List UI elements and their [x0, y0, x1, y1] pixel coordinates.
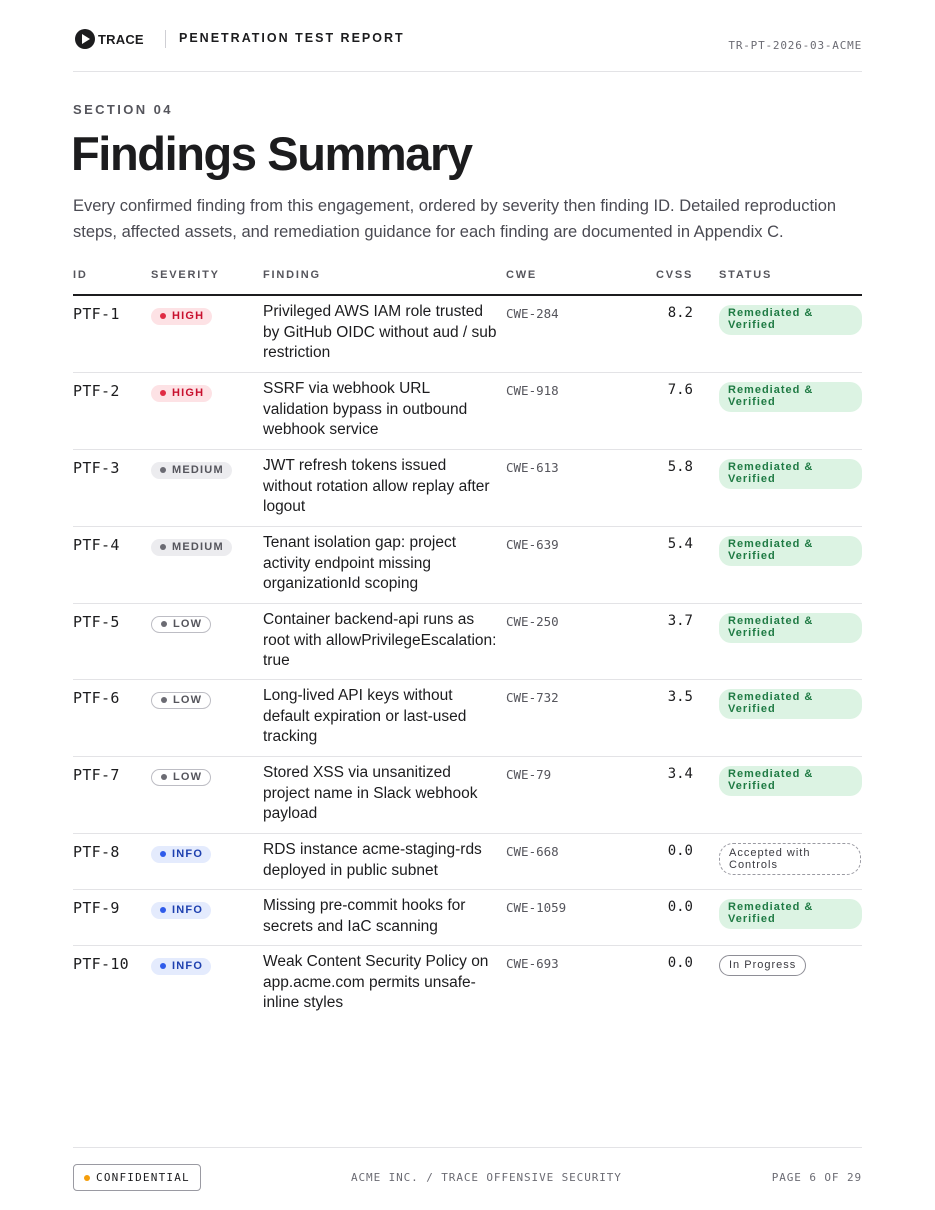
status-badge: Remediated & Verified [719, 536, 862, 566]
cvss-score: 3.5 [667, 689, 693, 705]
severity-dot-icon [160, 544, 166, 550]
brand-name: TRACE [98, 31, 144, 47]
finding-title: SSRF via webhook URL validation bypass in outbound webhook service [263, 380, 468, 439]
cwe-id: CWE-250 [506, 614, 559, 629]
severity-badge [151, 958, 211, 975]
severity-badge [151, 692, 211, 709]
severity-cell [151, 900, 211, 919]
finding-id: PTF-9 [73, 899, 120, 917]
status-badge: Remediated & Verified [719, 613, 862, 643]
severity-badge [151, 902, 211, 919]
severity-label: HIGH [172, 387, 205, 399]
intro-paragraph: Every confirmed finding from this engagement, ordered by severity then finding ID. Detailed reproduction steps, affected assets, and remediation guidance for each finding are documented in Appendix C. [73, 197, 837, 241]
finding-title: Missing pre-commit hooks for secrets and IaC scanning [263, 897, 466, 935]
severity-label: LOW [173, 618, 203, 630]
severity-cell [151, 956, 211, 975]
severity-cell [151, 614, 211, 633]
table-row [73, 680, 862, 757]
severity-label: MEDIUM [172, 541, 224, 553]
status-dot-icon [84, 1175, 90, 1181]
status-badge: Remediated & Verified [719, 766, 862, 796]
column-header-id: ID [73, 269, 88, 281]
severity-label: LOW [173, 694, 203, 706]
severity-cell [151, 844, 211, 863]
severity-dot-icon [160, 313, 166, 319]
severity-label: INFO [172, 904, 204, 916]
document-id: TR-PT-2026-03-ACME [728, 39, 862, 52]
column-header-cvss: CVSS [656, 269, 694, 281]
status-cell [719, 899, 862, 929]
cvss-score: 5.4 [667, 536, 693, 552]
finding-id: PTF-7 [73, 766, 120, 784]
severity-badge [151, 846, 211, 863]
table-row [73, 757, 862, 834]
table-row [73, 527, 862, 604]
severity-badge [151, 769, 211, 786]
status-cell [719, 766, 862, 796]
severity-cell [151, 306, 212, 325]
severity-cell [151, 767, 211, 786]
section-label: SECTION 04 [73, 102, 173, 117]
classification-label: CONFIDENTIAL [96, 1171, 190, 1184]
cvss-score: 0.0 [667, 955, 693, 971]
column-header-cwe: CWE [506, 269, 538, 281]
severity-dot-icon [160, 467, 166, 473]
finding-id: PTF-10 [73, 955, 129, 973]
table-row [73, 450, 862, 527]
status-cell [719, 382, 862, 412]
severity-badge [151, 308, 212, 325]
cvss-score: 3.4 [667, 766, 693, 782]
cvss-score: 3.7 [667, 613, 693, 629]
severity-dot-icon [161, 621, 167, 627]
status-badge: Remediated & Verified [719, 899, 862, 929]
cwe-id: CWE-732 [506, 690, 559, 705]
cvss-score: 8.2 [667, 305, 693, 321]
cvss-score: 5.8 [667, 459, 693, 475]
status-badge: Remediated & Verified [719, 382, 862, 412]
status-badge: Remediated & Verified [719, 305, 862, 335]
cvss-score: 0.0 [667, 843, 693, 859]
severity-cell [151, 690, 211, 709]
cwe-id: CWE-668 [506, 844, 559, 859]
cwe-id: CWE-1059 [506, 900, 567, 915]
page-header [73, 0, 862, 72]
table-row [73, 834, 862, 890]
severity-badge [151, 462, 232, 479]
column-header-finding: FINDING [263, 269, 321, 281]
finding-title: Container backend-api runs as root with allowPrivilegeEscalation: true [263, 611, 497, 670]
status-cell [719, 613, 862, 643]
brand [75, 29, 144, 49]
cwe-id: CWE-918 [506, 383, 559, 398]
finding-id: PTF-4 [73, 536, 120, 554]
severity-dot-icon [160, 963, 166, 969]
severity-badge [151, 616, 211, 633]
finding-id: PTF-2 [73, 382, 120, 400]
finding-id: PTF-3 [73, 459, 120, 477]
column-header-severity: SEVERITY [151, 269, 220, 281]
table-row [73, 296, 862, 373]
severity-dot-icon [160, 907, 166, 913]
cwe-id: CWE-284 [506, 306, 559, 321]
severity-badge [151, 385, 212, 402]
cwe-id: CWE-693 [506, 956, 559, 971]
severity-dot-icon [160, 851, 166, 857]
cvss-score: 7.6 [667, 382, 693, 398]
severity-dot-icon [160, 390, 166, 396]
page-number: PAGE 6 OF 29 [771, 1171, 862, 1184]
status-badge: Remediated & Verified [719, 459, 862, 489]
status-cell [719, 843, 861, 875]
severity-label: INFO [172, 848, 204, 860]
severity-label: LOW [173, 771, 203, 783]
severity-cell [151, 460, 232, 479]
header-divider [165, 30, 166, 48]
finding-id: PTF-1 [73, 305, 120, 323]
cvss-score: 0.0 [667, 899, 693, 915]
status-cell [719, 955, 806, 976]
status-cell [719, 536, 862, 566]
finding-title: Stored XSS via unsanitized project name in Slack webhook payload [263, 764, 478, 823]
report-title: PENETRATION TEST REPORT [179, 31, 405, 45]
severity-label: HIGH [172, 310, 205, 322]
table-row [73, 604, 862, 680]
confidential-badge [73, 1164, 201, 1191]
finding-title: RDS instance acme-staging-rds deployed in public subnet [263, 841, 482, 879]
trace-logo-icon [75, 29, 95, 49]
severity-cell [151, 537, 232, 556]
finding-id: PTF-8 [73, 843, 120, 861]
status-badge: In Progress [719, 955, 806, 976]
finding-title: Weak Content Security Policy on app.acme.com permits unsafe-inline styles [263, 953, 489, 1012]
status-badge: Remediated & Verified [719, 689, 862, 719]
table-row [73, 373, 862, 450]
finding-title: Long-lived API keys without default expiration or last-used tracking [263, 687, 467, 746]
finding-title: JWT refresh tokens issued without rotation allow replay after logout [263, 457, 490, 516]
status-cell [719, 459, 862, 489]
severity-label: INFO [172, 960, 204, 972]
status-badge: Accepted with Controls [719, 843, 861, 875]
status-cell [719, 305, 862, 335]
severity-dot-icon [161, 697, 167, 703]
page-footer [73, 1147, 862, 1197]
column-header-status: STATUS [719, 269, 773, 281]
cwe-id: CWE-639 [506, 537, 559, 552]
finding-id: PTF-6 [73, 689, 120, 707]
severity-badge [151, 539, 232, 556]
finding-id: PTF-5 [73, 613, 120, 631]
severity-dot-icon [161, 774, 167, 780]
cwe-id: CWE-613 [506, 460, 559, 475]
cwe-id: CWE-79 [506, 767, 552, 782]
severity-label: MEDIUM [172, 464, 224, 476]
findings-table [73, 266, 862, 1016]
table-body [73, 296, 862, 1016]
severity-cell [151, 383, 212, 402]
page-title: Findings Summary [71, 127, 472, 180]
table-row [73, 890, 862, 946]
footer-organization: ACME INC. / TRACE OFFENSIVE SECURITY [351, 1171, 622, 1184]
table-row [73, 946, 862, 1016]
finding-title: Tenant isolation gap: project activity endpoint missing organizationId scoping [263, 534, 457, 593]
status-cell [719, 689, 862, 719]
table-header [73, 266, 862, 296]
finding-title: Privileged AWS IAM role trusted by GitHub OIDC without aud / sub restriction [263, 303, 497, 362]
